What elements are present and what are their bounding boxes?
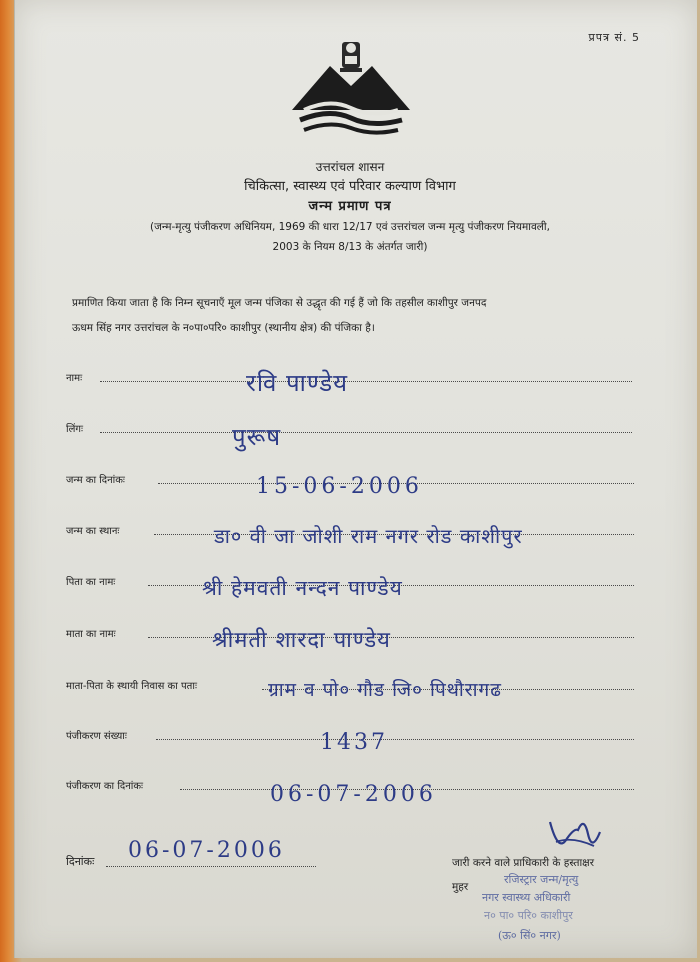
government-name: उत्तरांचल शासन xyxy=(315,160,385,174)
issue-date-dotted-line xyxy=(106,866,316,867)
sex-value: पुरूष xyxy=(232,423,282,451)
subtitle-line-1: (जन्म-मृत्यु पंजीकरण अधिनियम, 1969 की धारा 12/17 एवं उत्तरांचल जन्म मृत्यु पंजीकरण नियमावली, xyxy=(150,221,550,233)
name-dotted-line xyxy=(100,381,632,382)
dob-label: जन्म का दिनांकः xyxy=(66,475,125,486)
intro-line-1: प्रमाणित किया जाता है कि निम्न सूचनाएँ मूल जन्म पंजिका से उद्धृत की गई हैं जो कि तहसील काशीपुर जनपद xyxy=(72,297,487,309)
reg-date-label: पंजीकरण का दिनांकः xyxy=(66,781,144,792)
sex-dotted-line xyxy=(100,432,632,433)
form-number: प्रपत्र सं. 5 xyxy=(588,31,640,44)
seal-label: मुहर xyxy=(452,881,469,893)
stamp-line-4: (ऊ० सिं० नगर) xyxy=(498,929,561,942)
dob-value: 15-06-2006 xyxy=(256,474,423,499)
father-label: पिता का नामः xyxy=(66,577,116,588)
certificate-title: जन्म प्रमाण पत्र xyxy=(308,199,392,214)
reg-date-value: 06-07-2006 xyxy=(270,782,437,807)
stamp-line-2: नगर स्वास्थ्य अधिकारी xyxy=(482,891,571,904)
issue-date-label: दिनांकः xyxy=(66,855,95,868)
state-emblem-icon xyxy=(290,38,412,138)
mother-value: श्रीमती शारदा पाण्डेय xyxy=(212,628,391,653)
reg-no-label: पंजीकरण संख्याः xyxy=(66,731,127,742)
sex-label: लिंगः xyxy=(66,424,84,435)
name-value: रवि पाण्डेय xyxy=(246,369,349,397)
intro-line-2: ऊधम सिंह नगर उत्तरांचल के न०पा०परि० काशीपुर (स्थानीय क्षेत्र) की पंजिका है। xyxy=(72,322,375,334)
authority-signature-label: जारी करने वाले प्राधिकारी के हस्ताक्षर xyxy=(452,857,594,869)
mother-label: माता का नामः xyxy=(66,629,116,640)
father-value: श्री हेमवती नन्दन पाण्डेय xyxy=(202,576,403,600)
issue-date-value: 06-07-2006 xyxy=(128,838,285,863)
stamp-line-1: रजिस्ट्रार जन्म/मृत्यु xyxy=(504,873,579,886)
place-label: जन्म का स्थानः xyxy=(66,526,120,537)
place-value: डा० वी जा जोशी राम नगर रोड काशीपुर xyxy=(214,524,523,548)
stamp-line-3: न० पा० परि० काशीपुर xyxy=(484,909,573,922)
signature-icon xyxy=(544,812,604,862)
reg-no-value: 1437 xyxy=(320,730,388,755)
name-label: नामः xyxy=(66,373,83,384)
subtitle-line-2: 2003 के नियम 8/13 के अंतर्गत जारी) xyxy=(272,241,428,253)
department-name: चिकित्सा, स्वास्थ्य एवं परिवार कल्याण विभाग xyxy=(244,179,456,194)
address-value: ग्राम व पो० गौड जि० पिथौरागढ xyxy=(268,679,502,701)
reg-no-dotted-line xyxy=(156,739,634,740)
address-label: माता-पिता के स्थायी निवास का पताः xyxy=(66,681,197,692)
